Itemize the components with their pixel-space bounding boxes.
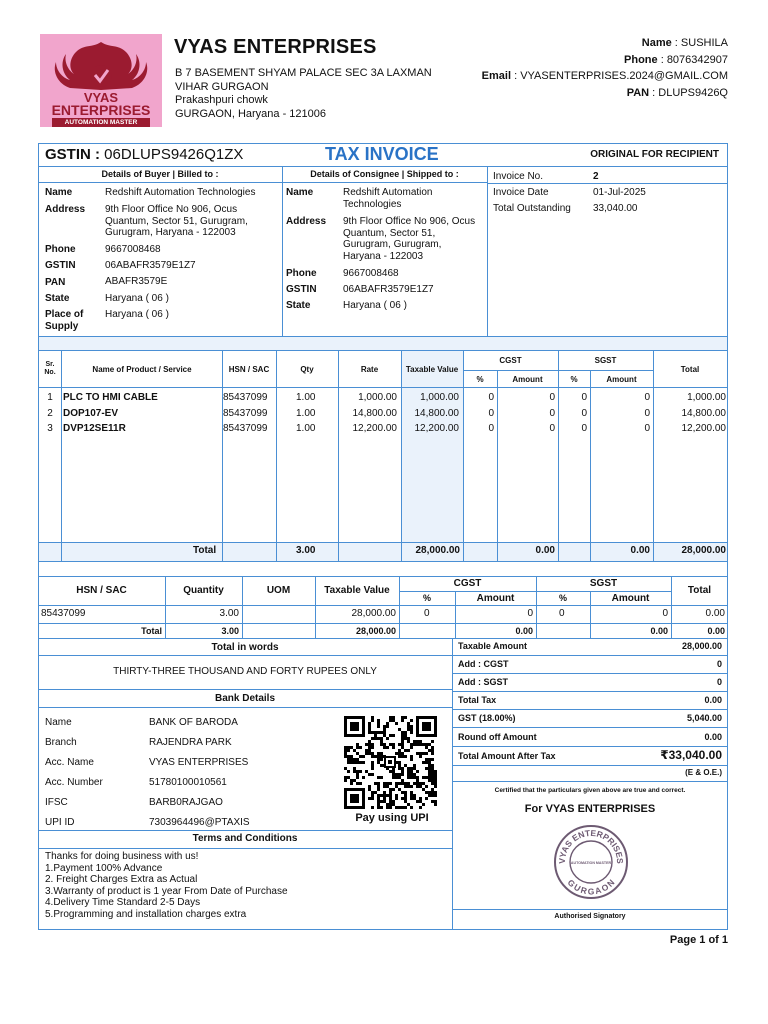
item-cgst-amt: 0 xyxy=(549,392,555,403)
hsn-total-total: 0.00 xyxy=(707,626,725,636)
col-rate: Rate xyxy=(360,365,379,374)
consignee-address xyxy=(343,216,475,262)
tax-summary xyxy=(453,638,727,782)
upi-qr-code xyxy=(344,716,440,810)
buyer-gstin-label: GSTIN xyxy=(45,260,76,271)
hsn-total-taxable: 28,000.00 xyxy=(355,626,396,636)
table-row xyxy=(39,406,727,422)
buyer-header: Details of Buyer | Billed to : xyxy=(101,169,219,179)
consignee-state: Haryana ( 06 ) xyxy=(343,300,407,311)
buyer-phone: 9667008468 xyxy=(105,244,161,255)
item-taxable: 14,800.00 xyxy=(414,407,459,419)
summary-row xyxy=(453,747,727,766)
contact-email: VYASENTERPRISES.2024@GMAIL.COM xyxy=(520,70,728,82)
summary-label: Taxable Amount xyxy=(458,641,528,651)
bank-label: UPI ID xyxy=(45,817,75,828)
summary-label: Add : SGST xyxy=(458,677,508,687)
contact-phone: 8076342907 xyxy=(666,53,728,66)
contact-name: SUSHILA xyxy=(680,37,728,49)
item-rate: 1,000.00 xyxy=(358,392,397,403)
item-hsn: 85437099 xyxy=(223,407,268,419)
bank-value: RAJENDRA PARK xyxy=(149,737,232,748)
item-cgst-pct: 0 xyxy=(488,392,494,403)
item-qty: 1.00 xyxy=(296,392,316,403)
hsn-total-qty: 3.00 xyxy=(221,626,239,636)
item-total: 1,000.00 xyxy=(687,392,726,403)
terms-line: 3.Warranty of product is 1 year From Date of Purchase xyxy=(45,885,288,897)
item-sgst-amt: 0 xyxy=(644,392,650,403)
hsn-row-taxable: 28,000.00 xyxy=(351,608,396,619)
qr-code-icon xyxy=(344,716,440,810)
col-cgst: CGST xyxy=(499,356,522,365)
logo-text-line3: AUTOMATION MASTER xyxy=(52,118,150,127)
bank-row xyxy=(45,733,232,753)
contact-name-label: Name xyxy=(641,37,672,49)
contact-phone-label: Phone xyxy=(624,53,658,66)
bank-header: Bank Details xyxy=(214,693,276,704)
buyer-pos-label: Place of xyxy=(45,309,84,320)
terms-line: Thanks for doing business with us! xyxy=(45,851,199,862)
item-sr: 1 xyxy=(47,392,53,403)
contact-pan-label: PAN xyxy=(626,86,650,99)
company-stamp xyxy=(553,824,629,900)
item-sgst-pct: 0 xyxy=(581,407,587,419)
hsn-row-qty: 3.00 xyxy=(219,608,239,619)
item-cgst-pct: 0 xyxy=(488,407,494,419)
outstanding-label: Total Outstanding xyxy=(493,203,571,214)
hsn-col-qty: Quantity xyxy=(183,585,224,596)
consignee-address-line: Quantum, Sector 51, xyxy=(343,227,436,239)
item-qty: 1.00 xyxy=(296,423,316,434)
consignee-address-line: 9th Floor Office No 906, Ocus xyxy=(343,216,476,227)
items-total-taxable: 28,000.00 xyxy=(415,545,460,556)
col-cgst-pct: % xyxy=(476,375,484,384)
gstin xyxy=(45,146,243,163)
hsn-row-sgst-amt: 0 xyxy=(662,608,668,619)
col-sr xyxy=(39,361,61,377)
hsn-total-sgst: 0.00 xyxy=(650,626,668,636)
col-total: Total xyxy=(680,365,700,374)
consignee-phone-label: Phone xyxy=(286,268,317,279)
logo-text-line2: ENTERPRISES xyxy=(51,102,151,118)
buyer-address xyxy=(105,204,248,239)
summary-row xyxy=(453,710,727,728)
invoice-no: 2 xyxy=(593,171,599,182)
col-taxable: Taxable Value xyxy=(405,365,459,374)
col-sgst-pct: % xyxy=(570,375,578,384)
buyer-name-label: Name xyxy=(45,187,73,198)
bank-row xyxy=(45,753,249,773)
bank-value: BARB0RAJGAO xyxy=(149,797,223,808)
company-name: VYAS ENTERPRISES xyxy=(174,36,377,58)
col-sr-line: No. xyxy=(44,369,56,376)
item-name: PLC TO HMI CABLE xyxy=(63,392,158,403)
col-sgst: SGST xyxy=(594,356,617,365)
consignee-gstin-label: GSTIN xyxy=(286,284,317,295)
item-cgst-amt: 0 xyxy=(549,407,555,419)
hsn-row-cgst-pct: 0 xyxy=(424,608,430,619)
item-taxable: 1,000.00 xyxy=(420,392,459,403)
terms-line: 4.Delivery Time Standard 2-5 Days xyxy=(45,897,201,909)
buyer-address-line: Gurugram, Haryana - 122003 xyxy=(105,227,236,238)
bank-details xyxy=(45,713,250,833)
company-contact: Name : SUSHILA Phone : 8076342907 Email : VYASENTERPRISES.2024@GMAIL.COM PAN : DLUPS9426Q xyxy=(481,37,728,99)
consignee-name-line: Redshift Automation xyxy=(343,187,433,198)
item-cgst-amt: 0 xyxy=(549,423,555,434)
stamp-seal-icon xyxy=(553,824,629,900)
bank-label: Name xyxy=(45,717,72,728)
hsn-col-total: Total xyxy=(687,585,712,596)
item-rate: 12,200.00 xyxy=(352,423,397,434)
bank-label: Branch xyxy=(45,737,77,748)
buyer-state-label: State xyxy=(45,293,70,304)
grand-total: ₹33,040.00 xyxy=(660,748,722,762)
buyer-name: Redshift Automation Technologies xyxy=(105,187,256,198)
item-name: DVP12SE11R xyxy=(63,423,126,434)
buyer-address-line: Quantum, Sector 51, Gurugram, xyxy=(105,215,248,227)
buyer-pan: ABAFR3579E xyxy=(105,276,168,287)
address-line: B 7 BASEMENT SHYAM PALACE SEC 3A LAXMAN xyxy=(175,67,432,79)
buyer-address-label: Address xyxy=(45,204,86,215)
col-product: Name of Product / Service xyxy=(92,365,192,374)
bank-row xyxy=(45,773,227,793)
company-address xyxy=(175,67,432,121)
terms-list xyxy=(45,851,288,921)
terms-line: 5.Programming and installation charges extra xyxy=(45,908,247,920)
amount-in-words: THIRTY-THREE THOUSAND AND FORTY RUPEES ONLY xyxy=(113,666,377,677)
consignee-name xyxy=(343,187,433,210)
bank-value: VYAS ENTERPRISES xyxy=(149,757,249,768)
consignee-address-label: Address xyxy=(286,216,327,227)
hsn-col-sgst-amt: Amount xyxy=(611,593,650,604)
items-body xyxy=(39,390,727,437)
hsn-total-cgst: 0.00 xyxy=(515,626,533,636)
buyer-pan-label: PAN xyxy=(45,277,66,288)
buyer-phone-label: Phone xyxy=(45,244,76,255)
hsn-row-total: 0.00 xyxy=(705,608,725,619)
invoice-title: TAX INVOICE xyxy=(325,144,439,164)
item-rate: 14,800.00 xyxy=(352,407,397,419)
summary-label: Total Tax xyxy=(458,695,497,705)
item-hsn: 85437099 xyxy=(223,423,268,434)
consignee-name-line: Technologies xyxy=(343,198,402,210)
col-hsn: HSN / SAC xyxy=(228,365,270,374)
buyer-gstin: 06ABAFR3579E1Z7 xyxy=(105,260,196,271)
hsn-row-code: 85437099 xyxy=(41,608,86,619)
buyer-state: Haryana ( 06 ) xyxy=(105,293,169,304)
summary-row xyxy=(453,656,727,674)
address-line: VIHAR GURGAON xyxy=(175,80,269,93)
words-label: Total in words xyxy=(211,642,279,653)
summary-value: 0.00 xyxy=(704,732,722,742)
summary-value: 28,000.00 xyxy=(681,641,722,651)
gstin-value: 06DLUPS9426Q1ZX xyxy=(104,146,244,163)
summary-label: Round off Amount xyxy=(458,732,537,742)
hsn-col-uom: UOM xyxy=(266,585,291,596)
summary-row xyxy=(453,674,727,692)
hsn-row-sgst-pct: 0 xyxy=(559,608,565,619)
stamp-top-text: VYAS ENTERPRISES xyxy=(556,827,626,864)
item-name: DOP107-EV xyxy=(63,407,119,419)
buyer-place-of-supply: Haryana ( 06 ) xyxy=(105,309,169,320)
contact-pan: DLUPS9426Q xyxy=(658,86,728,99)
item-qty: 1.00 xyxy=(296,407,316,419)
stamp-middle-text: AUTOMATION MASTER xyxy=(570,861,612,865)
col-qty: Qty xyxy=(300,365,314,374)
hsn-col-cgst-pct: % xyxy=(422,593,431,603)
summary-row xyxy=(453,692,727,710)
hsn-col-sgst: SGST xyxy=(589,578,618,589)
invoice-no-label: Invoice No. xyxy=(493,171,544,182)
items-total-cgst: 0.00 xyxy=(535,545,555,556)
item-taxable: 12,200.00 xyxy=(414,423,459,434)
bank-row xyxy=(45,713,238,733)
logo-text-line1: VYAS xyxy=(83,90,119,105)
item-total: 12,200.00 xyxy=(681,423,726,434)
hsn-total-label: Total xyxy=(141,626,162,636)
bank-label: Acc. Number xyxy=(45,777,103,788)
summary-label: GST (18.00%) xyxy=(458,713,516,723)
address-line: Prakashpuri chowk xyxy=(175,94,268,106)
consignee-name-label: Name xyxy=(286,187,314,198)
eoe-label: (E & O.E.) xyxy=(453,766,727,782)
stamp-bottom-text: GURGAON xyxy=(565,877,617,897)
summary-label: Total Amount After Tax xyxy=(458,751,556,761)
table-row xyxy=(39,421,727,437)
terms-header: Terms and Conditions xyxy=(192,833,298,844)
col-cgst-amt: Amount xyxy=(512,375,543,384)
item-sgst-amt: 0 xyxy=(644,423,650,434)
invoice-date: 01-Jul-2025 xyxy=(593,187,646,198)
consignee-address-line: Haryana - 122003 xyxy=(343,250,424,262)
item-sr: 3 xyxy=(47,423,53,434)
upi-caption: Pay using UPI xyxy=(355,812,429,824)
buyer-pos-label: Supply xyxy=(45,321,79,332)
item-total: 14,800.00 xyxy=(681,407,726,419)
col-sr-line: Sr. xyxy=(45,361,55,368)
summary-value: 0.00 xyxy=(704,695,722,705)
hsn-col-taxable: Taxable Value xyxy=(324,585,390,596)
svg-text:VYAS ENTERPRISES xyxy=(557,828,625,864)
item-sgst-pct: 0 xyxy=(581,423,587,434)
consignee-gstin: 06ABAFR3579E1Z7 xyxy=(343,284,434,295)
bank-label: IFSC xyxy=(45,797,68,808)
summary-value: 0 xyxy=(716,677,722,687)
items-total-qty: 3.00 xyxy=(296,545,316,556)
authorised-signatory: Authorised Signatory xyxy=(554,913,626,920)
item-sr: 2 xyxy=(47,407,53,419)
consignee-phone: 9667008468 xyxy=(343,268,399,279)
bank-value: BANK OF BARODA xyxy=(149,717,238,728)
gstin-label: GSTIN : xyxy=(45,146,100,163)
for-company: For VYAS ENTERPRISES xyxy=(524,803,656,815)
contact-email-label: Email xyxy=(481,70,512,82)
bank-value: 7303964496@PTAXIS xyxy=(149,817,250,828)
hsn-row-cgst-amt: 0 xyxy=(527,608,533,619)
bank-label: Acc. Name xyxy=(45,757,94,768)
col-sgst-amt: Amount xyxy=(606,375,637,384)
summary-row xyxy=(453,638,727,656)
consignee-header: Details of Consignee | Shipped to : xyxy=(310,169,459,179)
hsn-col-sgst-pct: % xyxy=(558,593,567,603)
bank-row xyxy=(45,793,223,813)
terms-line: 1.Payment 100% Advance xyxy=(45,862,163,874)
summary-row xyxy=(453,728,727,747)
hsn-col-hsn: HSN / SAC xyxy=(76,585,127,596)
summary-label: Add : CGST xyxy=(458,659,509,669)
item-cgst-pct: 0 xyxy=(488,423,494,434)
items-total-label: Total xyxy=(193,545,217,556)
company-logo xyxy=(40,34,162,127)
summary-value: 0 xyxy=(716,659,722,669)
logo-emblem-icon xyxy=(40,34,162,96)
buyer-address-line: 9th Floor Office No 906, Ocus xyxy=(105,204,238,215)
hsn-col-cgst-amt: Amount xyxy=(476,593,515,604)
terms-line: 2. Freight Charges Extra as Actual xyxy=(45,874,198,886)
item-sgst-pct: 0 xyxy=(581,392,587,403)
bank-value: 51780100010561 xyxy=(149,777,227,788)
address-line: GURGAON, Haryana - 121006 xyxy=(175,107,327,120)
summary-value: 5,040.00 xyxy=(686,713,722,723)
invoice-copy-label: ORIGINAL FOR RECIPIENT xyxy=(590,149,719,160)
invoice-date-label: Invoice Date xyxy=(493,187,549,198)
item-sgst-amt: 0 xyxy=(644,407,650,419)
outstanding-amount: 33,040.00 xyxy=(593,203,638,214)
certified-text: Certified that the particulars given above are true and correct. xyxy=(494,787,686,794)
consignee-address-line: Gurugram, Gurugram, xyxy=(343,239,442,250)
page-number: Page 1 of 1 xyxy=(669,934,728,946)
consignee-state-label: State xyxy=(286,300,311,311)
item-hsn: 85437099 xyxy=(223,392,268,403)
items-total-total: 28,000.00 xyxy=(681,545,726,556)
hsn-col-cgst: CGST xyxy=(453,578,482,589)
items-total-sgst: 0.00 xyxy=(630,545,650,556)
table-row xyxy=(39,390,727,406)
